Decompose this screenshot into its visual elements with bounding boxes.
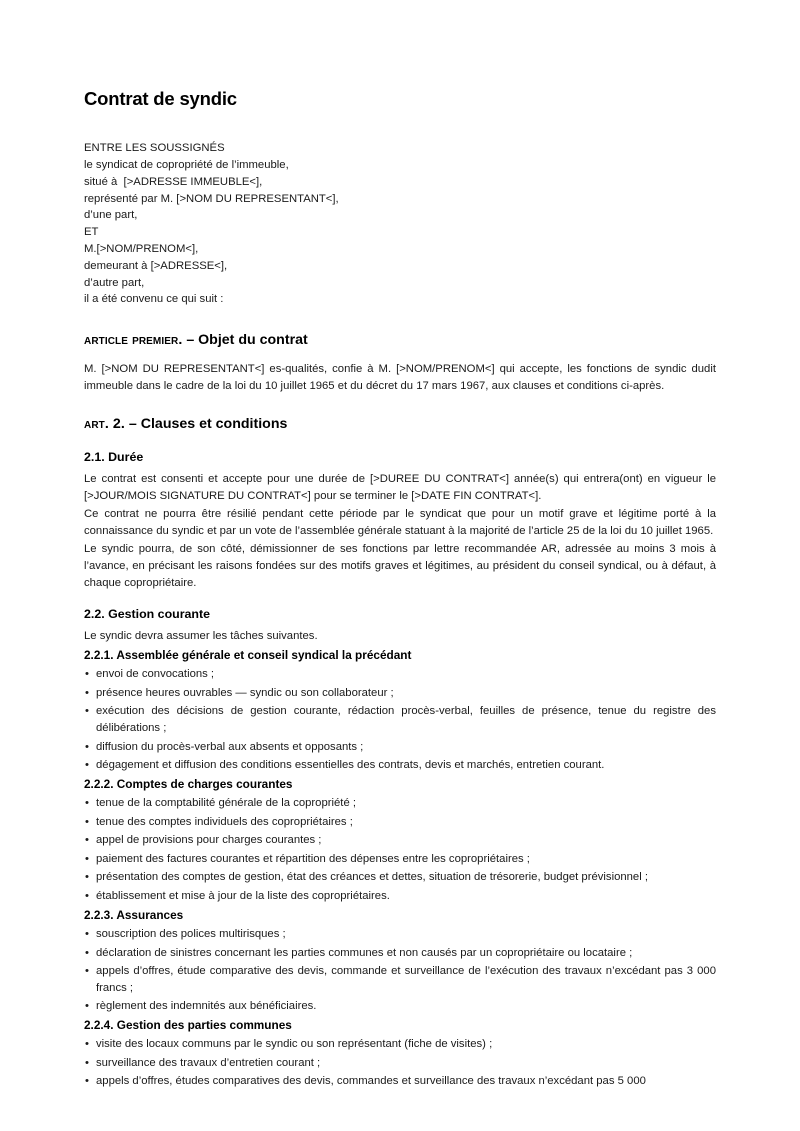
list-item: • visite des locaux communs par le syndic ou son représentant (fiche de visites) ; (84, 1036, 716, 1053)
preamble-line: situé à [>ADRESSE IMMEUBLE<], (84, 175, 263, 188)
article-1-body: M. [>NOM DU REPRESENTANT<] es-qualités, confie à M. [>NOM/PRENOM<] qui accepte, les fonctions de syndic dudit immeuble dans le cadre de la loi du 10 juillet 1965 et du décret du 17 mars 1967, aux clauses et conditions ci-après. (84, 362, 716, 392)
preamble-line: d’une part, (84, 209, 138, 222)
section-2-1-paragraph: Ce contrat ne pourra être résilié pendant cette période par le syndicat que pour un motif grave et légitime porté à la connaissance du syndic et par un vote de l’assemblée générale statuant à la majorité de l’article 25 de la loi du 10 juillet 1965. (84, 508, 716, 537)
preamble-line: M.[>NOM/PRENOM<], (84, 242, 199, 255)
section-2-2-1-heading: 2.2.1. Assemblée générale et conseil syndical la précédant (84, 647, 412, 662)
section-2-2-1-list (84, 666, 716, 774)
preamble-line: ET (84, 226, 99, 239)
article-1-heading (84, 332, 716, 350)
list-item: • appel de provisions pour charges courantes ; (84, 832, 716, 849)
section-2-2-3-heading: 2.2.3. Assurances (84, 907, 184, 922)
preamble-line: le syndicat de copropriété de l’immeuble, (84, 158, 289, 171)
list-item: • envoi de convocations ; (84, 666, 716, 683)
document-content (84, 88, 716, 1092)
preamble-line: il a été convenu ce qui suit : (84, 293, 224, 306)
section-2-2-2-list (84, 795, 716, 905)
list-item: • règlement des indemnités aux bénéficiaires. (84, 998, 716, 1015)
preamble-line: demeurant à [>ADRESSE<], (84, 259, 228, 272)
section-2-2-4-heading: 2.2.4. Gestion des parties communes (84, 1017, 292, 1032)
list-item: • tenue des comptes individuels des copropriétaires ; (84, 814, 716, 831)
section-2-1-paragraph: Le contrat est consenti et accepte pour une durée de [>DUREE DU CONTRAT<] année(s) qui entrera(ont) en vigueur le [>JOUR/MOIS SIGNATURE DU CONTRAT<] pour se terminer le [>DATE FIN CONTRAT<]. (84, 472, 716, 502)
article-1-heading-title: – Objet du contrat (182, 332, 308, 349)
page-title: Contrat de syndic (84, 88, 237, 109)
list-item: • souscription des polices multirisques ; (84, 926, 716, 943)
list-item: • exécution des décisions de gestion courante, rédaction procès-verbal, feuilles de présence, tenue du registre des délibérations ; (84, 703, 716, 736)
list-item: • appels d’offres, études comparatives des devis, commandes et surveillance des travaux n’excédant pas 5 000 (84, 1073, 716, 1090)
preamble-line: ENTRE LES SOUSSIGNÉS (84, 142, 225, 155)
section-2-2-heading: 2.2. Gestion courante (84, 607, 211, 622)
article-1-heading-label: article premier. (84, 332, 183, 349)
article-2-heading-label: art. 2. (84, 416, 125, 433)
list-item: • diffusion du procès-verbal aux absents et opposants ; (84, 739, 716, 756)
list-item: • présentation des comptes de gestion, état des créances et dettes, situation de trésorerie, budget prévisionnel ; (84, 869, 716, 886)
list-item: • appels d’offres, étude comparative des devis, commande et surveillance de l’exécution des travaux n’excédant pas 3 000 francs ; (84, 963, 716, 996)
list-item: • tenue de la comptabilité générale de la copropriété ; (84, 795, 716, 812)
section-2-2-3-list (84, 926, 716, 1015)
preamble-block (84, 140, 716, 308)
section-2-2-lead: Le syndic devra assumer les tâches suivantes. (84, 630, 318, 643)
list-item: • dégagement et diffusion des conditions essentielles des contrats, devis et marchés, entretien courant. (84, 757, 716, 774)
preamble-line: représenté par M. [>NOM DU REPRESENTANT<], (84, 192, 339, 205)
article-2-heading (84, 416, 716, 434)
list-item: • établissement et mise à jour de la liste des copropriétaires. (84, 888, 716, 905)
list-item: • déclaration de sinistres concernant les parties communes et non causés par un copropriétaire ou locataire ; (84, 945, 716, 962)
list-item: • paiement des factures courantes et répartition des dépenses entre les copropriétaires ; (84, 851, 716, 868)
list-item: • surveillance des travaux d’entretien courant ; (84, 1055, 716, 1072)
section-2-2-2-heading: 2.2.2. Comptes de charges courantes (84, 776, 293, 791)
preamble-line: d’autre part, (84, 276, 145, 289)
list-item: • présence heures ouvrables — syndic ou son collaborateur ; (84, 685, 716, 702)
section-2-2-4-list (84, 1036, 716, 1090)
section-2-1-heading: 2.1. Durée (84, 449, 144, 464)
article-2-heading-title: – Clauses et conditions (124, 416, 288, 433)
section-2-1-paragraph: Le syndic pourra, de son côté, démissionner de ses fonctions par lettre recommandée AR, adressée au moins 3 mois à l’avance, en précisant les raisons fondées sur des motifs graves et légitimes, au président du conseil syndical, ou à défaut, à chaque copropriétaire. (84, 543, 716, 589)
